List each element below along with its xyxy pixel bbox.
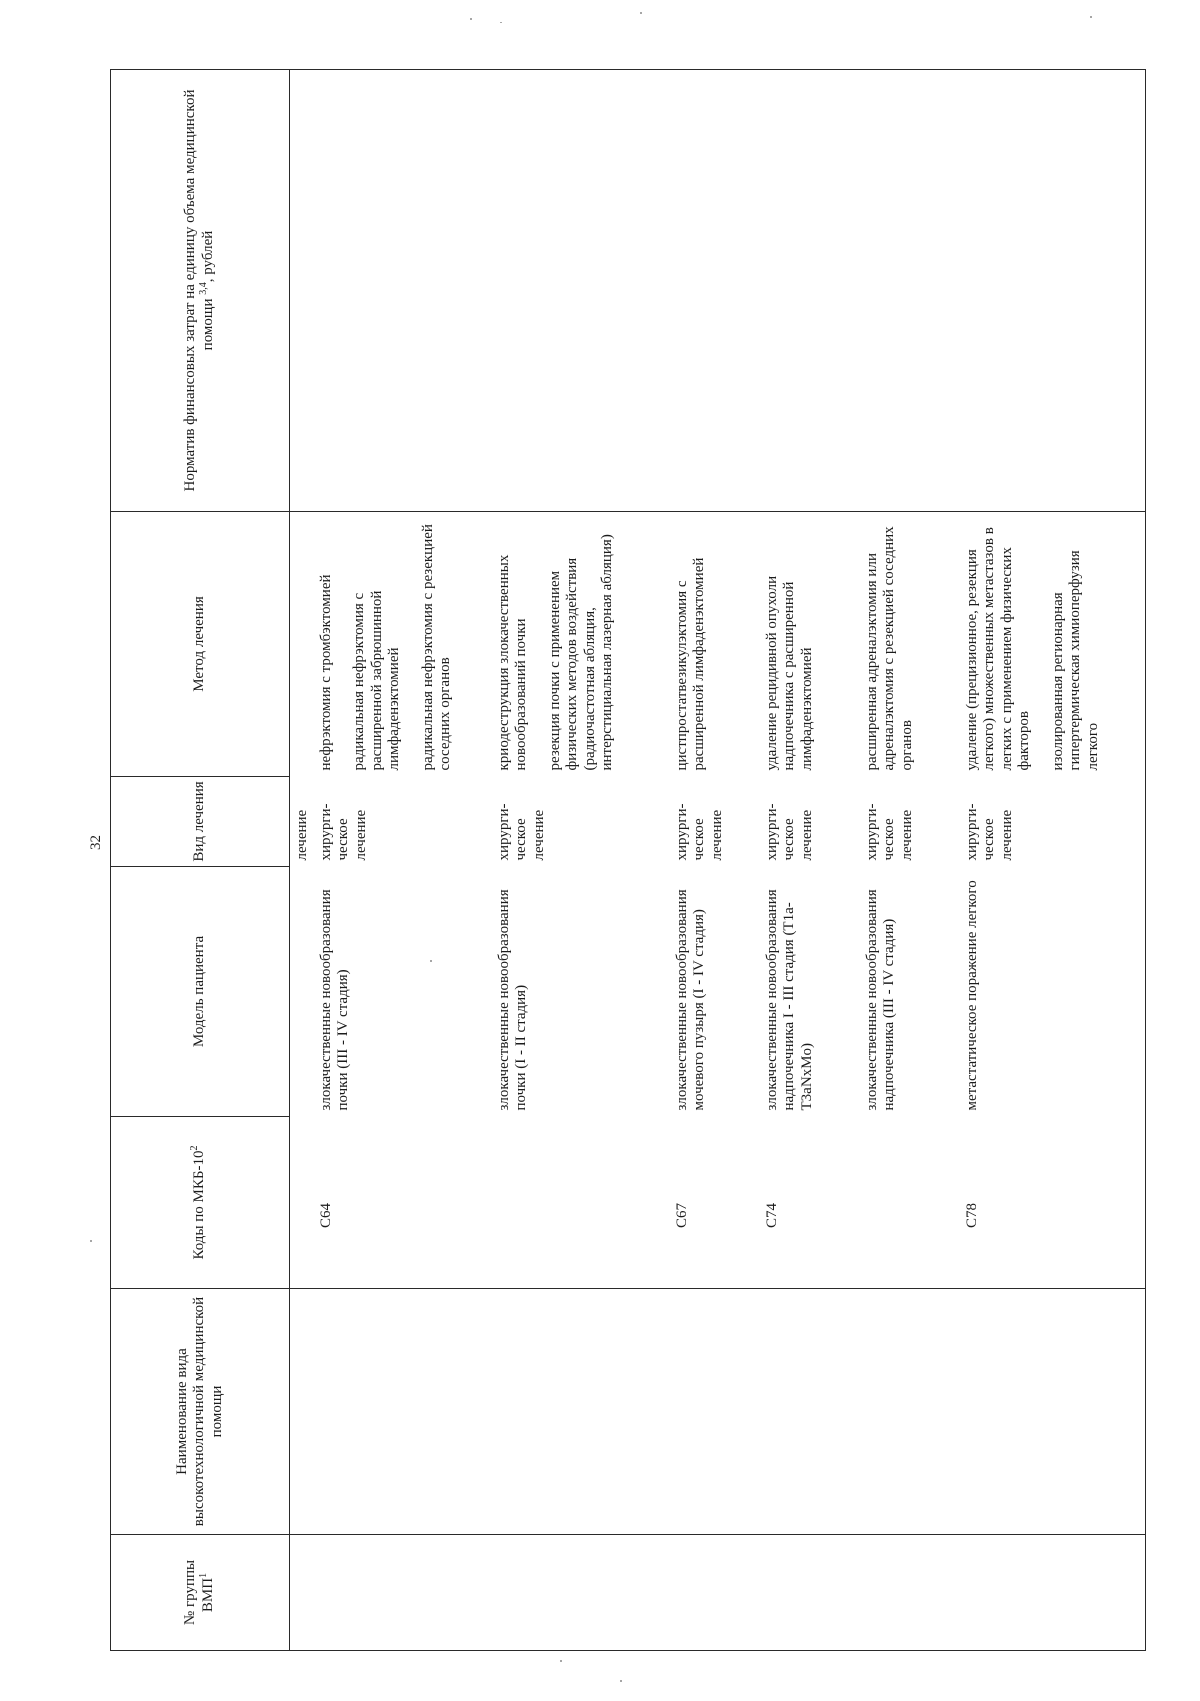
row-type: хирурги-ческое лечение: [495, 803, 547, 861]
header-type: Вид лечения: [111, 777, 290, 867]
scan-speck: [640, 12, 642, 14]
row-model: злокачественные новообразования почки (I - II стадия): [495, 889, 530, 1111]
table-row: [764, 70, 864, 1651]
page-number: 32: [88, 835, 104, 850]
scan-speck: [430, 960, 432, 962]
method-item: нефрэктомия с тромбэктомией: [317, 574, 334, 771]
row-model: метастатическое поражение легкого: [964, 867, 1146, 1117]
row-code: С64: [318, 1117, 496, 1289]
row-type: лечение: [294, 809, 310, 861]
header-codes: Коды по МКБ-$10^2$: [111, 1117, 290, 1289]
table-row: [496, 70, 674, 1651]
row-methods: [496, 512, 674, 777]
method-item: удаление рецидивной опухоли надпочечника с расширенной лимфаденэктомией: [763, 575, 815, 771]
row-type: хирурги-ческое лечение: [964, 777, 1146, 867]
header-num: № группы ВМП$^1$: [111, 1535, 290, 1651]
row-model: злокачественные новообразования надпочечника (III - IV стадия): [863, 889, 898, 1111]
row-type: хирурги-ческое лечение: [673, 803, 725, 861]
row-type: хирурги-ческое лечение: [763, 803, 815, 861]
table-row: [318, 70, 496, 1651]
row-model: злокачественные новообразования мочевого пузыря (I - IV стадия): [673, 889, 708, 1111]
row-code: С74: [764, 1117, 864, 1289]
table-row: [290, 70, 318, 1651]
row-code: [864, 1117, 964, 1289]
scan-speck: [1090, 16, 1092, 18]
row-type: хирурги-ческое лечение: [863, 803, 915, 861]
row-methods: [318, 512, 496, 777]
row-code: С67: [674, 1117, 764, 1289]
scan-speck: [620, 1680, 622, 1682]
header-name: Наименование вида высокотехнологичной медицинской помощи: [111, 1289, 290, 1535]
method-item: цистпростатвезикулэктомия с расширенной лимфаденэктомией: [673, 557, 708, 771]
row-model: [290, 867, 318, 1117]
header-method: Метод лечения: [111, 512, 290, 777]
row-model: злокачественные новообразования надпочечника I - III стадия (T1a-T3aNxMo): [763, 889, 815, 1111]
scan-speck: [560, 1660, 562, 1662]
row-code: С78: [964, 1117, 1146, 1289]
method-item: удаление (прецизионное, резекция легкого) множественных метастазов в легких с применением физических факторов: [963, 527, 1033, 771]
row-methods: [864, 512, 964, 777]
header-norm: Норматив финансовых затрат на единицу объема медицинской помощи $^{3,4}$, рублей: [111, 70, 290, 512]
scan-speck: [470, 18, 472, 20]
row-methods: [964, 512, 1146, 777]
method-item: изолированная регионарная гипертермическая химиоперфузия легкого: [1049, 550, 1101, 771]
row-type: хирурги-ческое лечение: [317, 803, 369, 861]
row-code: [496, 1117, 674, 1289]
header-model: Модель пациента: [111, 867, 290, 1117]
row-methods: [764, 512, 864, 777]
method-item: резекция почки с применением физических методов воздействия (радиочастотная абляция, интерстициальная лазерная абляция): [546, 534, 616, 771]
method-item: радикальная нефрэктомия с расширенной забрюшинной лимфаденэктомией: [351, 590, 403, 771]
vmp-table: [110, 69, 1146, 1651]
rotated-page: [110, 70, 1140, 1651]
method-item: расширенная адреналэктомия или адреналэктомия с резекцией соседних органов: [863, 526, 915, 771]
scan-speck: [500, 22, 502, 23]
table-row: [674, 70, 764, 1651]
row-methods: [674, 512, 764, 777]
header-row: [111, 70, 290, 1651]
table-row: [864, 70, 964, 1651]
row-model: злокачественные новообразования почки (III - IV стадия): [317, 889, 352, 1111]
method-item: криодеструкция злокачественных новообразований почки: [495, 554, 530, 771]
method-item: радикальная нефрэктомия с резекцией соседних органов: [419, 524, 454, 771]
scan-speck: [90, 1240, 92, 1242]
table-row: [964, 70, 1146, 1651]
